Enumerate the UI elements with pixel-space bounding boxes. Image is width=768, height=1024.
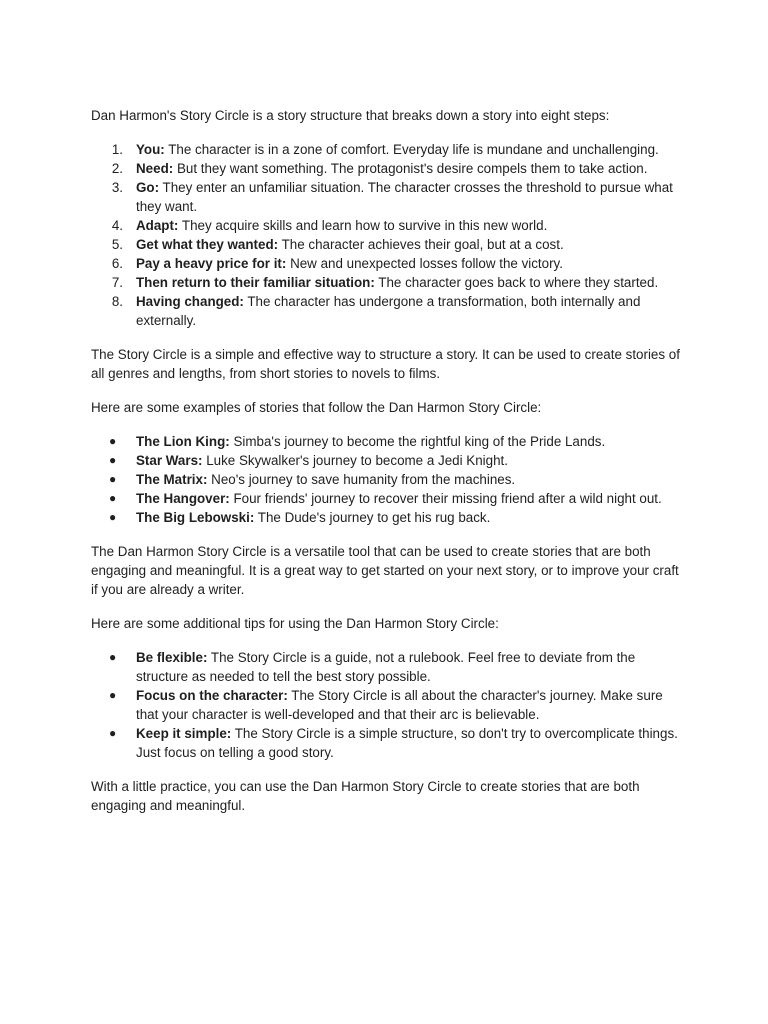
list-item xyxy=(91,273,687,292)
bullet-icon: ● xyxy=(109,434,117,448)
step-term: You: xyxy=(136,142,165,157)
list-item xyxy=(91,686,687,724)
list-number: 1. xyxy=(111,142,123,157)
example-text: Neo's journey to save humanity from the machines. xyxy=(207,472,516,487)
step-term: Get what they wanted: xyxy=(136,237,279,252)
example-text: Simba's journey to become the rightful king of the Pride Lands. xyxy=(229,434,606,449)
tip-term: Keep it simple: xyxy=(136,726,232,741)
list-item xyxy=(91,451,687,470)
list-item xyxy=(91,470,687,489)
list-number: 6. xyxy=(111,256,123,271)
bullet-icon: ● xyxy=(109,650,117,664)
list-item xyxy=(91,140,687,159)
tip-text: The Story Circle is all about the character's journey. Make sure that your character is well-developed and that their arc is believable. xyxy=(136,688,663,722)
step-term: Then return to their familiar situation: xyxy=(136,275,375,290)
step-term: Need: xyxy=(136,161,174,176)
step-text: But they want something. The protagonist's desire compels them to take action. xyxy=(173,161,648,176)
tip-text: The Story Circle is a guide, not a rulebook. Feel free to deviate from the structure as needed to tell the best story possible. xyxy=(136,650,636,684)
list-item xyxy=(91,489,687,508)
simple-structure-paragraph: The Story Circle is a simple and effective way to structure a story. It can be used to create stories of all genres and lengths, from short stories to novels to films. xyxy=(91,347,680,381)
bullet-icon: ● xyxy=(109,726,117,740)
bullet-icon: ● xyxy=(109,453,117,467)
list-item xyxy=(91,648,687,686)
list-item xyxy=(91,254,687,273)
bullet-icon: ● xyxy=(109,472,117,486)
list-item xyxy=(91,216,687,235)
tips-list xyxy=(91,648,687,762)
intro-paragraph: Dan Harmon's Story Circle is a story structure that breaks down a story into eight steps: xyxy=(91,108,610,123)
examples-intro-paragraph: Here are some examples of stories that follow the Dan Harmon Story Circle: xyxy=(91,400,542,415)
step-text: They enter an unfamiliar situation. The character crosses the threshold to pursue what they want. xyxy=(136,180,673,214)
step-term: Go: xyxy=(136,180,160,195)
document-page xyxy=(91,106,687,830)
example-text: Four friends' journey to recover their missing friend after a wild night out. xyxy=(229,491,662,506)
bullet-icon: ● xyxy=(109,491,117,505)
list-number: 3. xyxy=(111,180,123,195)
tips-intro-paragraph: Here are some additional tips for using the Dan Harmon Story Circle: xyxy=(91,616,499,631)
list-number: 4. xyxy=(111,218,123,233)
example-title: The Hangover: xyxy=(136,491,230,506)
versatile-tool-paragraph: The Dan Harmon Story Circle is a versatile tool that can be used to create stories that are both engaging and meaningful. It is a great way to get started on your next story, or to improve your craft if you are already a writer. xyxy=(91,544,679,597)
list-number: 7. xyxy=(111,275,123,290)
list-item xyxy=(91,292,687,330)
tip-term: Be flexible: xyxy=(136,650,208,665)
list-item xyxy=(91,724,687,762)
tip-text: The Story Circle is a simple structure, so don't try to overcomplicate things. Just focus on telling a good story. xyxy=(136,726,678,760)
list-item xyxy=(91,159,687,178)
list-item xyxy=(91,178,687,216)
closing-paragraph: With a little practice, you can use the Dan Harmon Story Circle to create stories that are both engaging and meaningful. xyxy=(91,779,640,813)
examples-list xyxy=(91,432,687,527)
story-steps-list xyxy=(91,140,687,330)
list-number: 2. xyxy=(111,161,123,176)
list-item xyxy=(91,432,687,451)
example-title: The Big Lebowski: xyxy=(136,510,255,525)
step-text: The character goes back to where they started. xyxy=(374,275,659,290)
bullet-icon: ● xyxy=(109,510,117,524)
list-number: 5. xyxy=(111,237,123,252)
bullet-icon: ● xyxy=(109,688,117,702)
example-title: The Lion King: xyxy=(136,434,230,449)
step-text: The character is in a zone of comfort. Everyday life is mundane and unchallenging. xyxy=(164,142,659,157)
step-term: Adapt: xyxy=(136,218,179,233)
list-item xyxy=(91,508,687,527)
example-text: The Dude's journey to get his rug back. xyxy=(254,510,491,525)
example-title: Star Wars: xyxy=(136,453,203,468)
step-text: The character has undergone a transformation, both internally and externally. xyxy=(136,294,641,328)
tip-term: Focus on the character: xyxy=(136,688,288,703)
example-title: The Matrix: xyxy=(136,472,208,487)
example-text: Luke Skywalker's journey to become a Jedi Knight. xyxy=(202,453,508,468)
list-number: 8. xyxy=(111,294,123,309)
step-text: They acquire skills and learn how to survive in this new world. xyxy=(178,218,548,233)
step-text: New and unexpected losses follow the victory. xyxy=(286,256,563,271)
list-item xyxy=(91,235,687,254)
step-term: Pay a heavy price for it: xyxy=(136,256,287,271)
step-text: The character achieves their goal, but at a cost. xyxy=(278,237,564,252)
step-term: Having changed: xyxy=(136,294,244,309)
